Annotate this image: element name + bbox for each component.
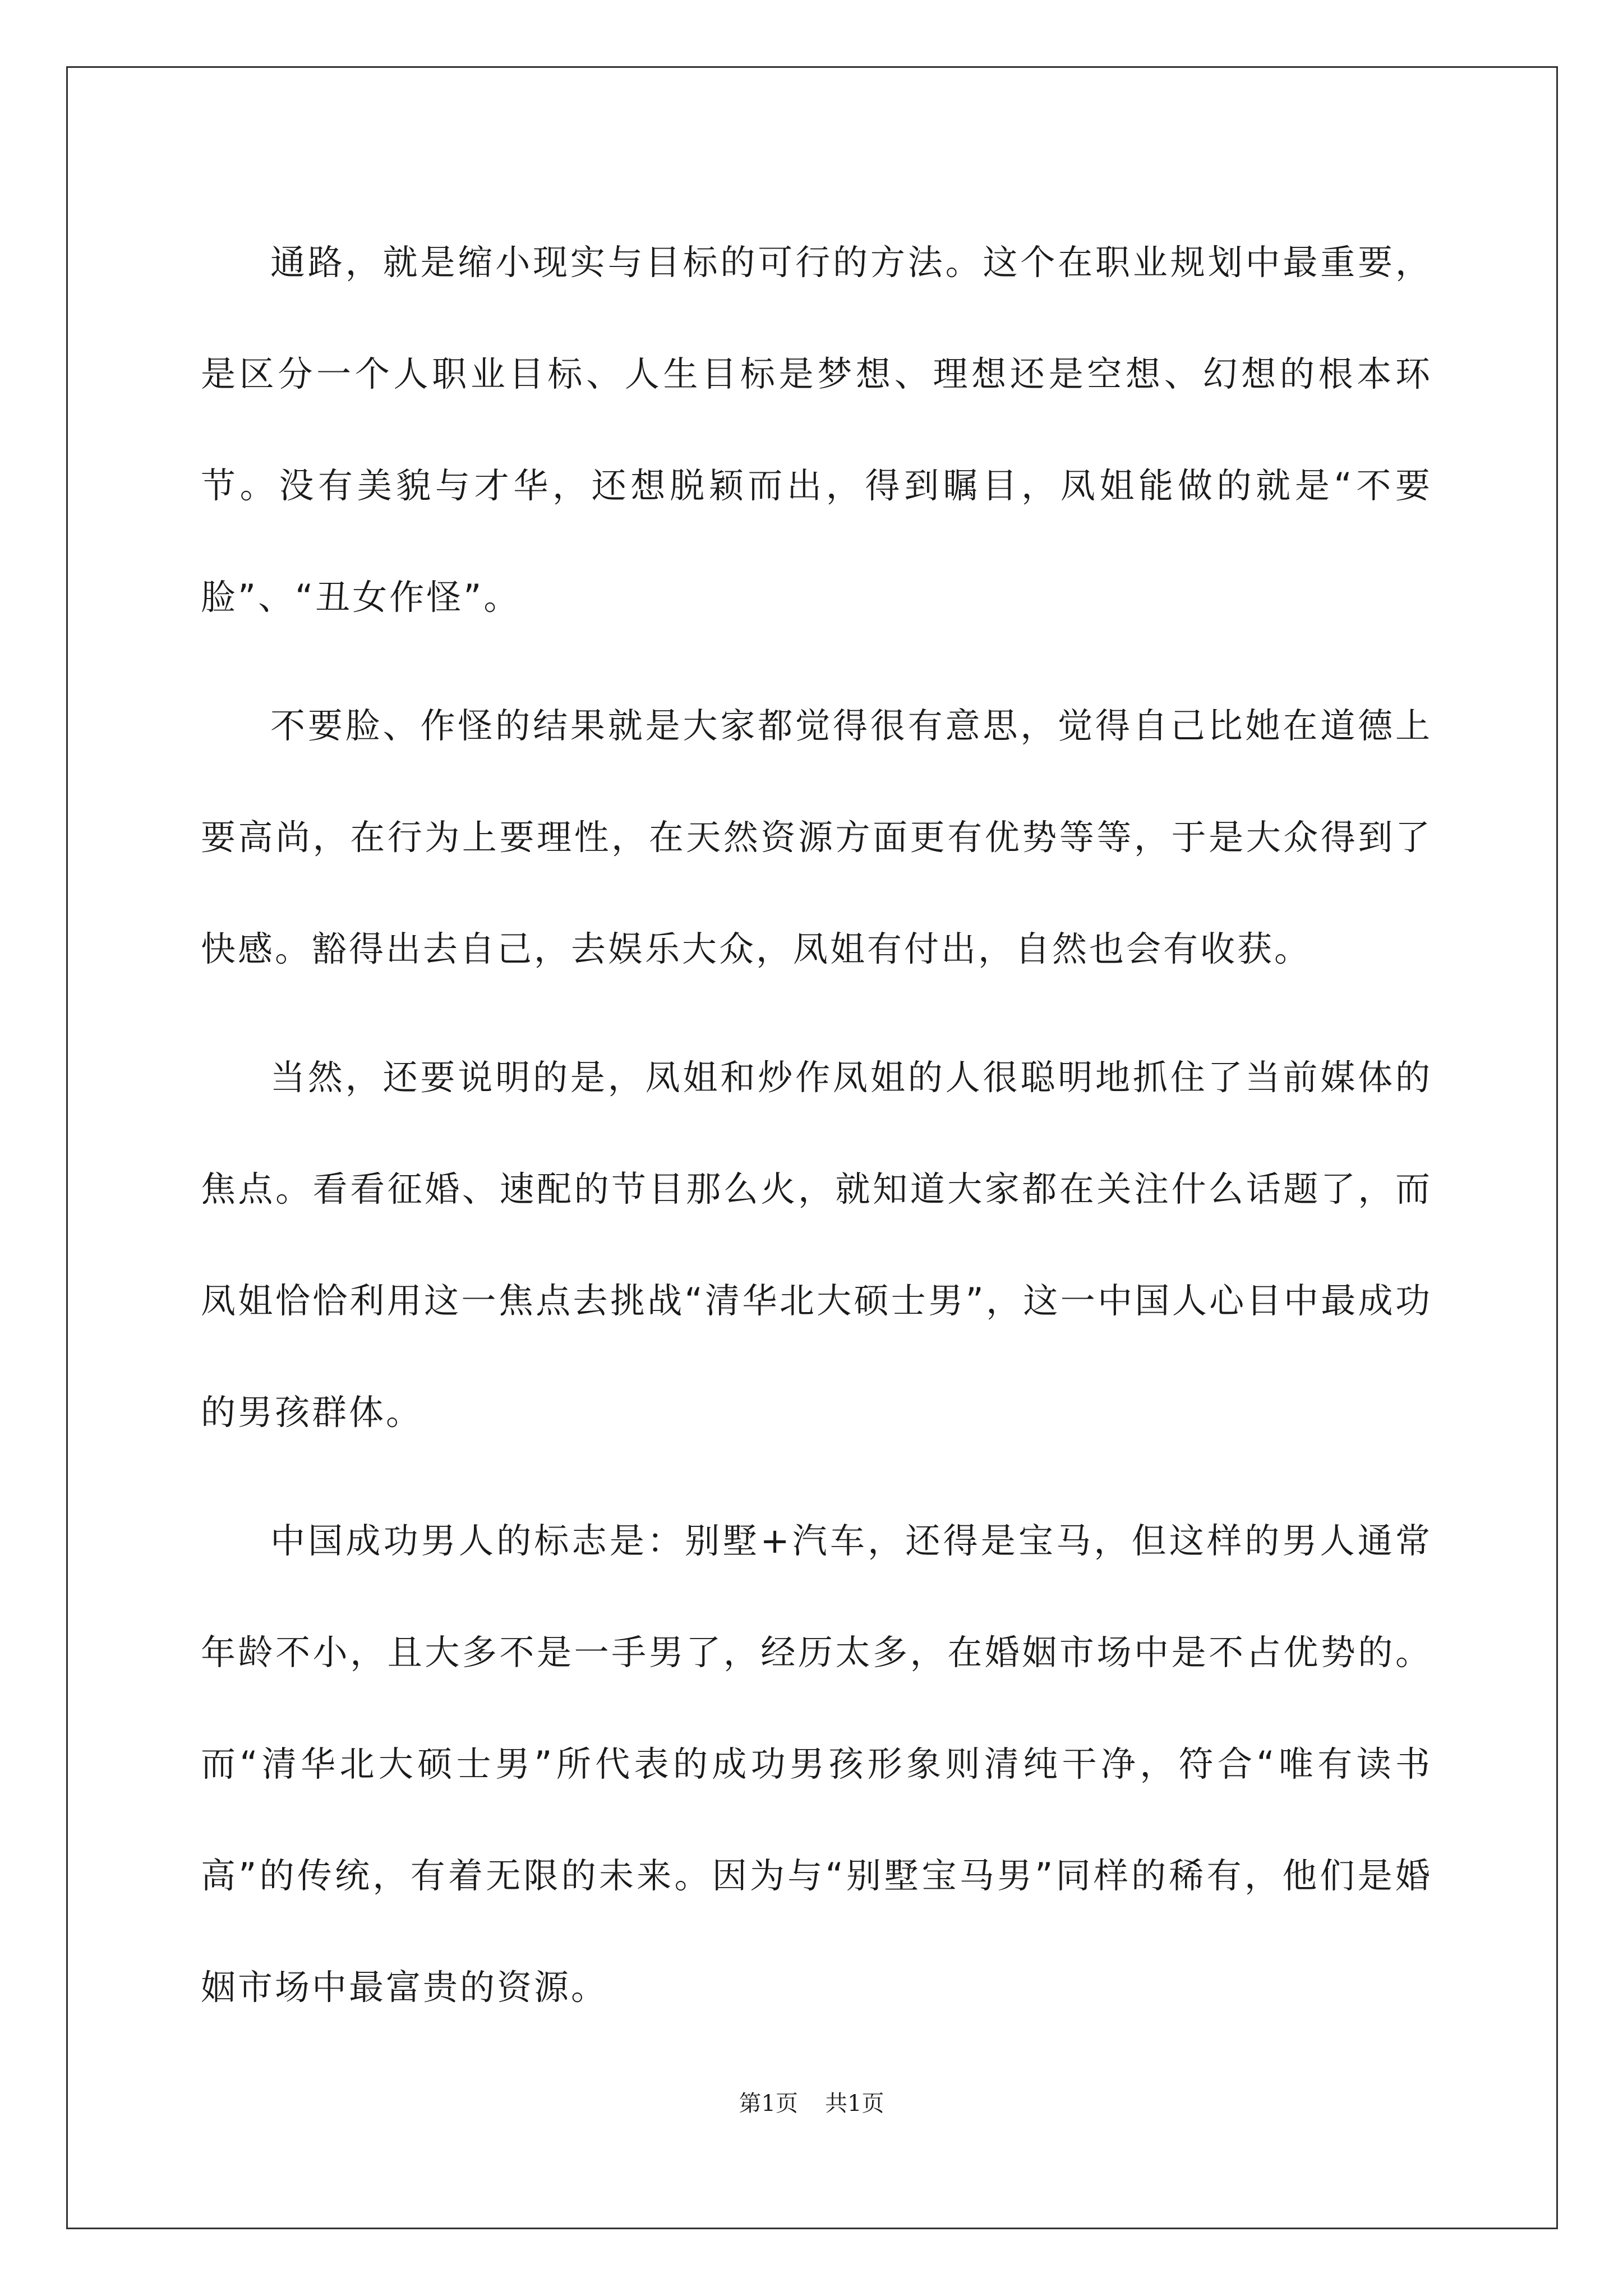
- document-body: [201, 206, 1432, 2060]
- paragraph-2: 不要脸、作怪的结果就是大家都觉得很有意思，觉得自己比她在道德上要高尚，在行为上要理性，在天然资源方面更有优势等等，于是大众得到了快感。豁得出去自己，去娱乐大众，凤姐有付出，自然也会有收获。: [201, 705, 1432, 969]
- paragraph-3: 当然，还要说明的是，凤姐和炒作凤姐的人很聪明地抓住了当前媒体的焦点。看看征婚、速配的节目那么火，就知道大家都在关注什么话题了，而凤姐恰恰利用这一焦点去挑战“清华北大硕士男”，这一中国人心目中最成功的男孩群体。: [201, 1057, 1432, 1433]
- paragraph-1: 通路，就是缩小现实与目标的可行的方法。这个在职业规划中最重要，是区分一个人职业目标、人生目标是梦想、理想还是空想、幻想的根本环节。没有美貌与才华，还想脱颖而出，得到瞩目，凤姐能做的就是“不要脸”、“丑女作怪”。: [201, 242, 1432, 618]
- page-footer: [0, 2086, 1623, 2118]
- page-number-current: 第1页: [739, 2091, 798, 2116]
- page-number-total: 共1页: [825, 2091, 884, 2116]
- paragraph-4: 中国成功男人的标志是：别墅+汽车，还得是宝马，但这样的男人通常年龄不小，且大多不是一手男了，经历太多，在婚姻市场中是不占优势的。而“清华北大硕士男”所代表的成功男孩形象则清纯干净，符合“唯有读书高”的传统，有着无限的未来。因为与“别墅宝马男”同样的稀有，他们是婚姻市场中最富贵的资源。: [201, 1520, 1432, 2008]
